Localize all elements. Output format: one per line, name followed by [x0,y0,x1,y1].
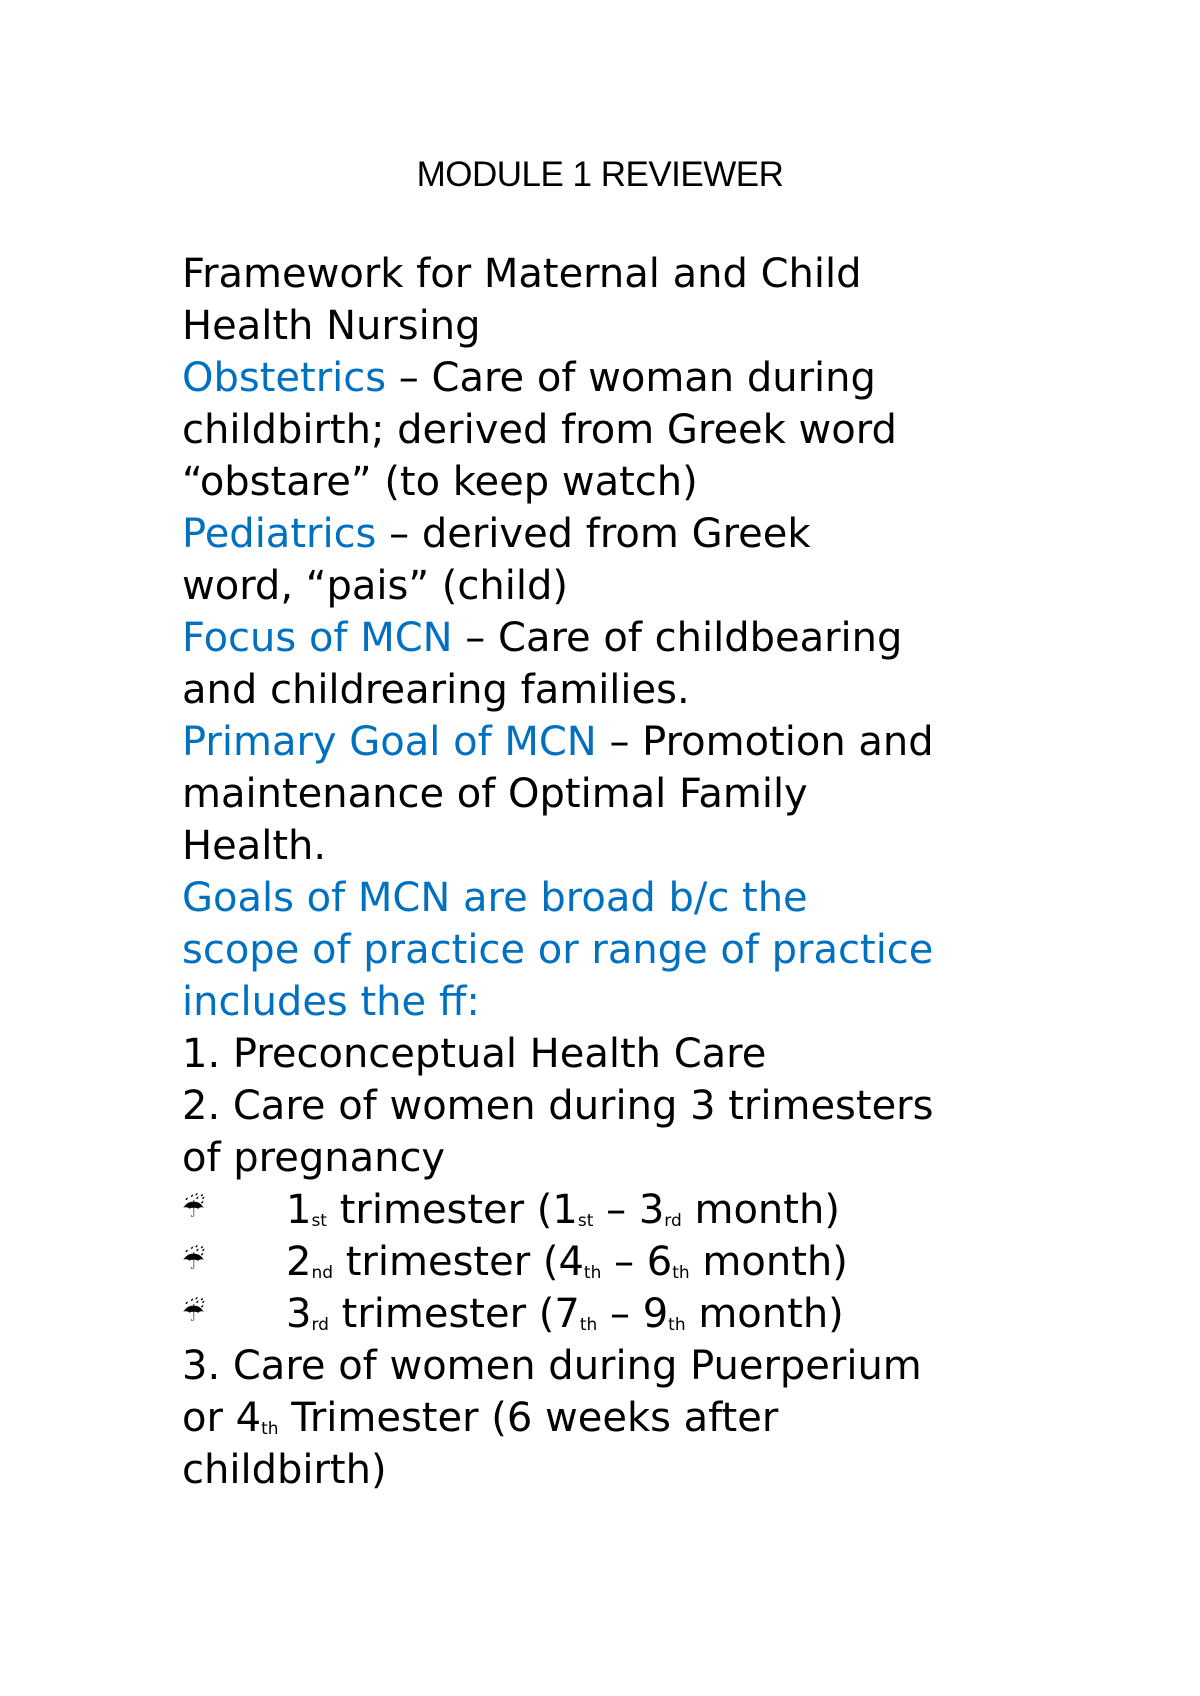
pediatrics-line-1 [182,508,1082,560]
rain-cloud-icon: ☔ [182,1246,206,1276]
focus-term: Focus of MCN [182,615,453,661]
obstetrics-line-3: “obstare” (to keep watch) [182,459,698,505]
trimester-item-2: ☔ 2nd trimester (4th – 6th month) [182,1236,1082,1288]
obstetrics-term: Obstetrics [182,355,387,401]
goals-intro-line-1: Goals of MCN are broad b/c the [182,875,808,921]
focus-line-1 [182,612,1082,664]
pediatrics-term: Pediatrics [182,511,377,557]
list-item-2-line-1: 2. Care of women during 3 trimesters [182,1083,934,1129]
obstetrics-line-1 [182,352,1082,404]
rain-cloud-icon: ☔ [182,1298,206,1328]
list-item-3-line-2: or 4th Trimester (6 weeks after [182,1395,779,1441]
heading-line-2: Health Nursing [182,303,481,349]
focus-line-2: and childrearing families. [182,667,690,713]
primary-goal-line-2: maintenance of Optimal Family [182,771,808,817]
obstetrics-line-2: childbirth; derived from Greek word [182,407,897,453]
list-item-2-line-2: of pregnancy [182,1135,446,1181]
trimester-item-3: ☔ 3rd trimester (7th – 9th month) [182,1288,1082,1340]
page-title: MODULE 1 REVIEWER [416,155,784,194]
primary-goal-line-1 [182,716,1082,768]
list-item-1: 1. Preconceptual Health Care [182,1031,767,1077]
document-body [182,248,1082,1496]
primary-goal-def-1: – Promotion and [596,719,934,765]
goals-intro-line-3: includes the ff: [182,979,480,1025]
goals-intro-line-2: scope of practice or range of practice [182,927,934,973]
primary-goal-line-3: Health. [182,823,327,869]
pediatrics-def-1: – derived from Greek [376,511,811,557]
list-item-3-line-1: 3. Care of women during Puerperium [182,1343,922,1389]
pediatrics-line-2: word, “pais” (child) [182,563,568,609]
heading-line-1: Framework for Maternal and Child [182,251,862,297]
primary-goal-term: Primary Goal of MCN [182,719,597,765]
focus-def-1: – Care of childbearing [452,615,903,661]
list-item-3-line-3: childbirth) [182,1447,387,1493]
obstetrics-def-1: – Care of woman during [386,355,876,401]
rain-cloud-icon: ☔ [182,1194,206,1224]
trimester-item-1: ☔ 1st trimester (1st – 3rd month) [182,1184,1082,1236]
